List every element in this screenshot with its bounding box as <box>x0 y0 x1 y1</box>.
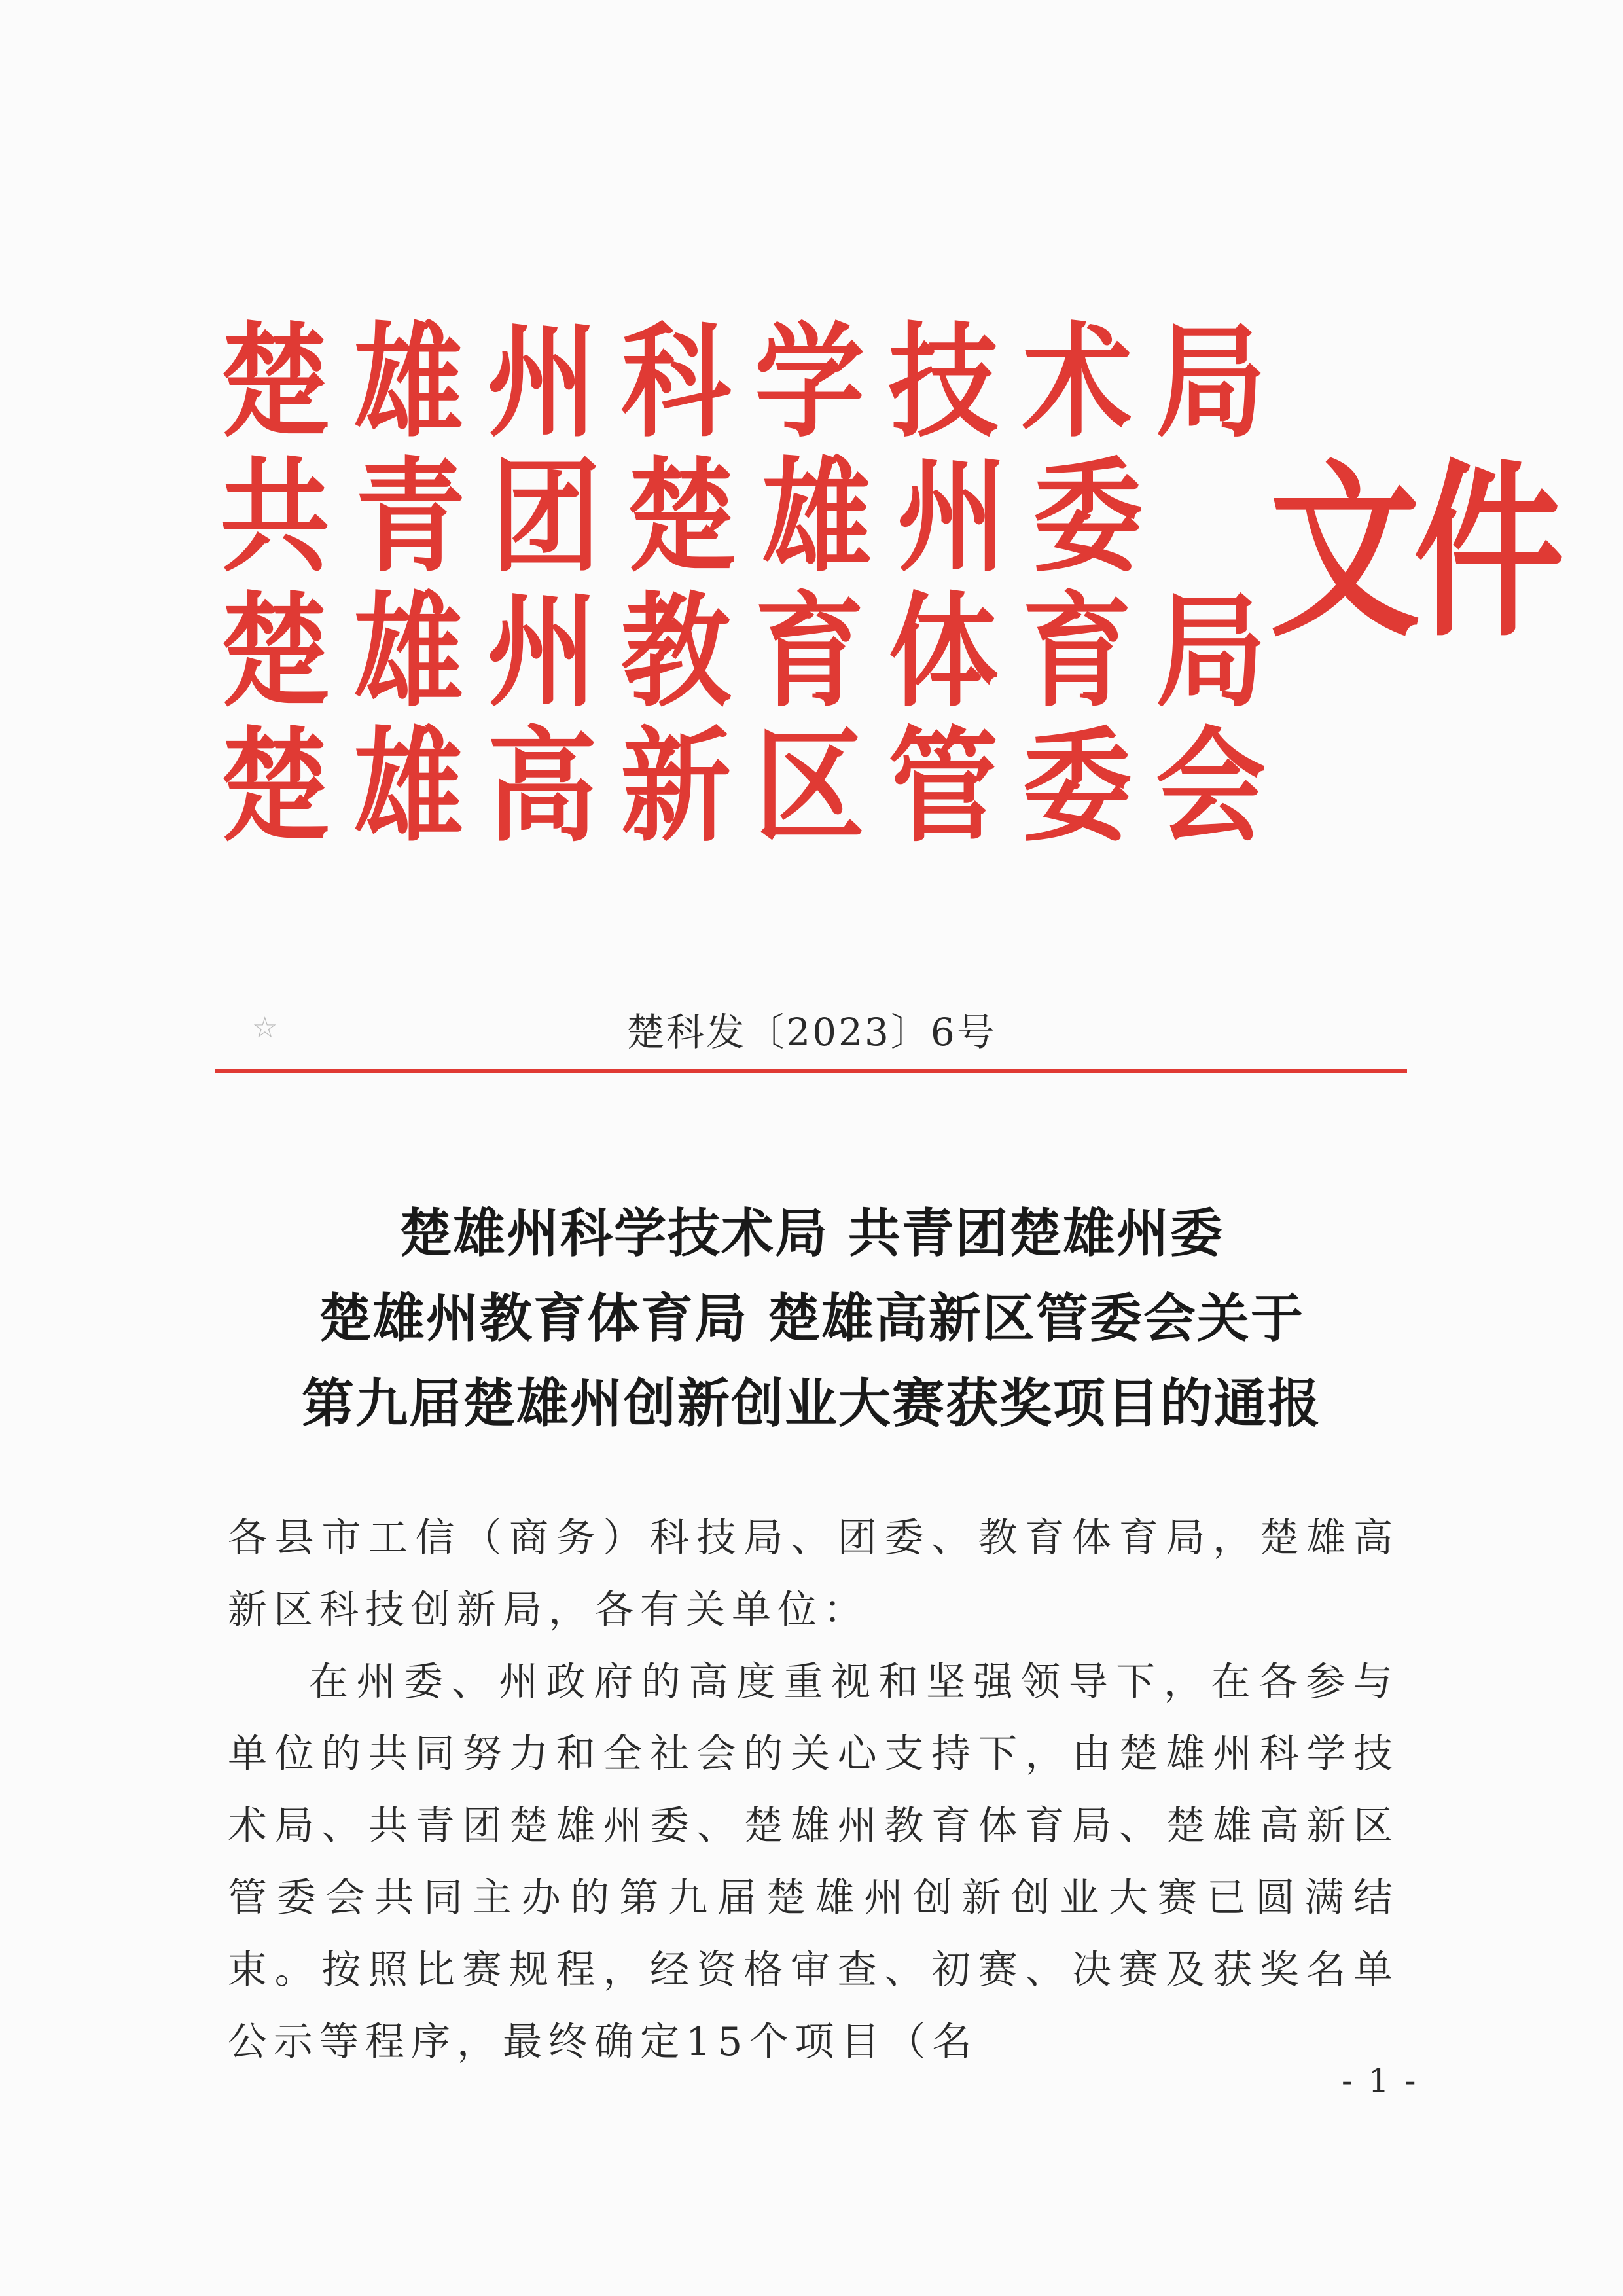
letterhead-char: 团 <box>491 444 601 589</box>
letterhead-char: 楚 <box>220 309 330 454</box>
letterhead-char: 雄 <box>353 309 464 454</box>
document-title <box>0 1191 1623 1446</box>
issuer-line-2 <box>216 444 1270 589</box>
letterhead-char: 育 <box>1022 579 1132 724</box>
letterhead-char: 青 <box>355 444 465 589</box>
title-line-1: 楚雄州科学技术局 共青团楚雄州委 <box>399 1203 1224 1264</box>
letterhead-char: 术 <box>1022 309 1132 454</box>
issuer-line-3 <box>216 579 1270 724</box>
letterhead-char: 雄 <box>353 579 464 724</box>
letterhead-char: 共 <box>220 444 330 589</box>
letterhead-char: 委 <box>1022 713 1132 859</box>
star-icon: ☆ <box>252 1011 278 1045</box>
title-line-3: 第九届楚雄州创新创业大赛获奖项目的通报 <box>302 1373 1321 1434</box>
letterhead-char: 技 <box>888 309 999 454</box>
letterhead-char: 管 <box>888 713 999 859</box>
letterhead-char: 楚 <box>220 713 330 859</box>
letterhead-char: 局 <box>1155 579 1266 724</box>
letterhead-char: 局 <box>1155 309 1266 454</box>
letterhead-char: 学 <box>755 309 865 454</box>
body-paragraph-1: 在州委、州政府的高度重视和坚强领导下，在各参与单位的共同努力和全社会的关心支持下，由楚雄州科学技术局、共青团楚雄州委、楚雄州教育体育局、楚雄高新区管委会共同主办的第九届楚雄州创新创业大赛已圆满结束。按照比赛规程，经资格审查、初赛、决赛及获奖名单公示等程序，最终确定15个项目（名 <box>228 1659 1399 2065</box>
letterhead-issuers <box>216 309 1270 859</box>
title-line-2: 楚雄州教育体育局 楚雄高新区管委会关于 <box>319 1288 1304 1349</box>
letterhead-char: 体 <box>888 579 999 724</box>
document-number: 楚科发〔2023〕6号 <box>626 1010 997 1054</box>
letterhead-char: 雄 <box>353 713 464 859</box>
letterhead-char: 州 <box>897 444 1007 589</box>
letterhead-char: 科 <box>620 309 731 454</box>
issuer-line-4 <box>216 713 1270 859</box>
document-body <box>228 1502 1399 2078</box>
letterhead-char: 区 <box>755 713 865 859</box>
letterhead-char: 会 <box>1155 713 1266 859</box>
letterhead-char: 育 <box>755 579 865 724</box>
addressee-line: 各县市工信（商务）科技局、团委、教育体育局，楚雄高新区科技创新局，各有关单位： <box>228 1515 1399 1633</box>
letterhead-char: 教 <box>620 579 731 724</box>
letterhead-char: 州 <box>487 309 597 454</box>
letterhead-char: 委 <box>1033 444 1143 589</box>
page-number: - 1 - <box>1342 2062 1419 2100</box>
letterhead-char: 楚 <box>220 579 330 724</box>
letterhead-document-word: 文件 <box>1270 442 1558 663</box>
letterhead-char: 新 <box>620 713 731 859</box>
letterhead-char: 楚 <box>626 444 736 589</box>
letterhead-char: 高 <box>487 713 597 859</box>
letterhead-char: 州 <box>487 579 597 724</box>
letterhead-char: 雄 <box>762 444 872 589</box>
issuer-line-1 <box>216 309 1270 454</box>
red-divider-rule <box>215 1069 1407 1073</box>
